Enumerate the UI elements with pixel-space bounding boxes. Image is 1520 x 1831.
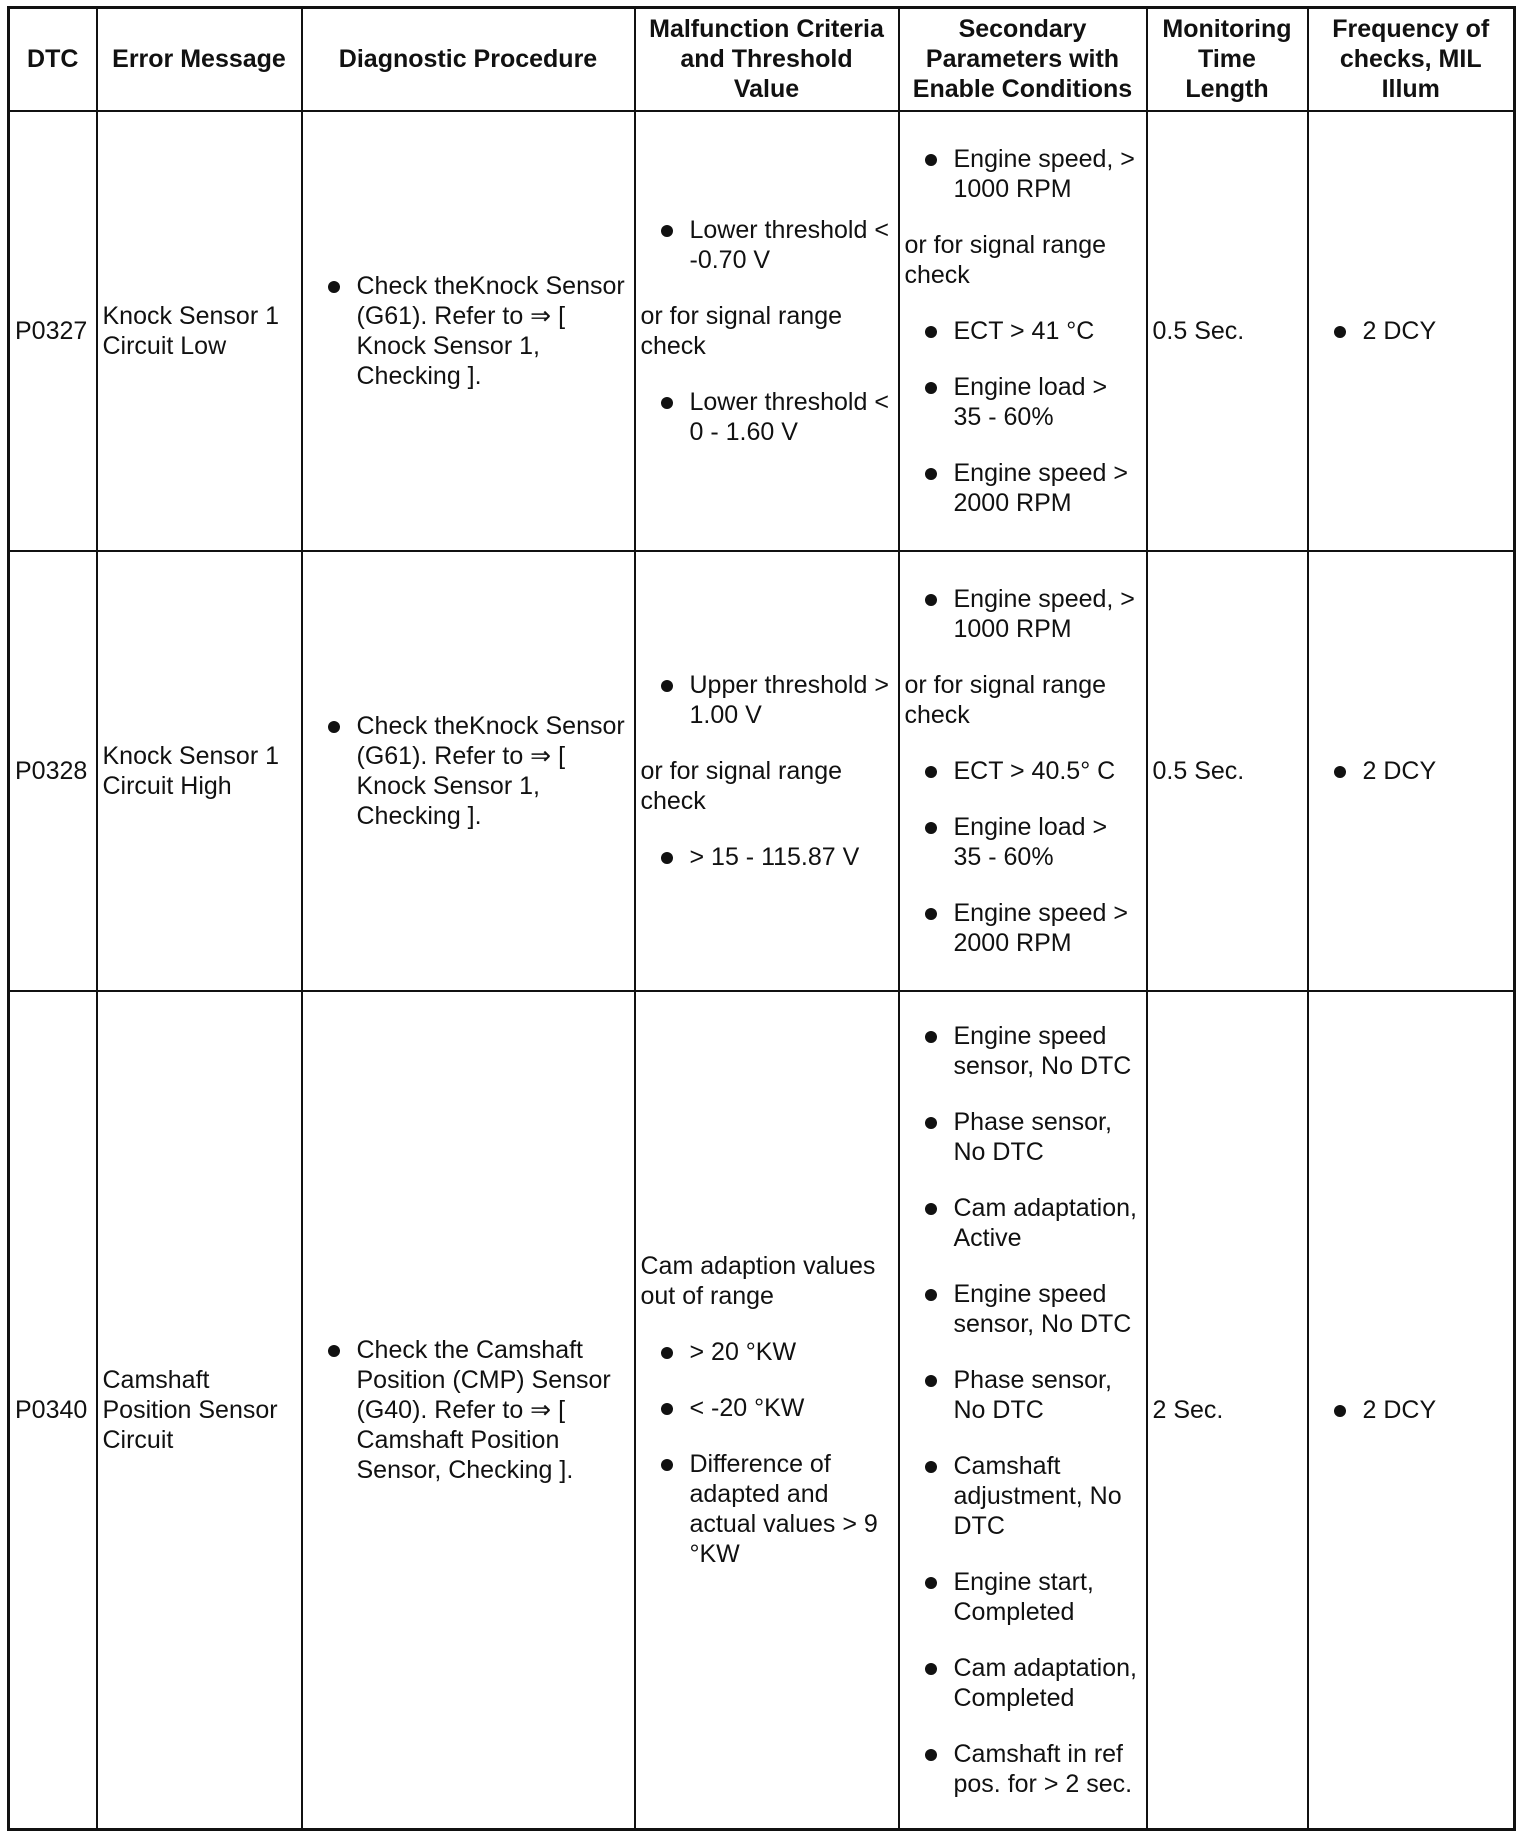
error-message: Camshaft Position Sensor Circuit: [97, 991, 302, 1830]
dtc-table: [7, 6, 1516, 1831]
monitoring-time: 2 Sec.: [1147, 991, 1308, 1830]
malfunction-criteria: [635, 551, 899, 991]
criteria-item: Difference of adapted and actual values > 9 °KW: [641, 1449, 893, 1569]
criteria-item: Upper threshold > 1.00 V: [641, 670, 893, 730]
secondary-parameters: [899, 111, 1147, 551]
parameter-item: Engine start, Completed: [905, 1567, 1141, 1627]
parameter-item: Engine speed sensor, No DTC: [905, 1279, 1141, 1339]
criteria-item: > 20 °KW: [641, 1337, 893, 1367]
criteria-note: or for signal range check: [640, 301, 843, 360]
parameter-item: Engine speed, > 1000 RPM: [905, 584, 1141, 644]
parameter-item: Engine load > 35 - 60%: [905, 372, 1141, 432]
parameter-item: Phase sensor, No DTC: [905, 1107, 1141, 1167]
frequency-of-checks: [1308, 111, 1515, 551]
criteria-note: Cam adaption values out of range: [640, 1251, 876, 1310]
header-monitoring-time: Monitoring Time Length: [1147, 8, 1308, 111]
parameter-item: Cam adaptation, Completed: [905, 1653, 1141, 1713]
diagnostic-procedure: [302, 991, 635, 1830]
header-row: [9, 8, 1515, 111]
frequency-item: 2 DCY: [1314, 756, 1509, 786]
table-row: [9, 991, 1515, 1830]
parameter-item: Engine load > 35 - 60%: [905, 812, 1141, 872]
dtc-code: P0340: [9, 991, 97, 1830]
diagnostic-procedure: [302, 551, 635, 991]
parameter-note: or for signal range check: [904, 230, 1107, 289]
header-frequency: Frequency of checks, MIL Illum: [1308, 8, 1515, 111]
parameter-note: or for signal range check: [904, 670, 1107, 729]
parameter-item: Engine speed, > 1000 RPM: [905, 144, 1141, 204]
header-malfunction-criteria: Malfunction Criteria and Threshold Value: [635, 8, 899, 111]
header-diagnostic-procedure: Diagnostic Procedure: [302, 8, 635, 111]
criteria-note: or for signal range check: [640, 756, 843, 815]
frequency-item: 2 DCY: [1314, 316, 1509, 346]
procedure-item: Check theKnock Sensor (G61). Refer to ⇒ [ Knock Sensor 1, Checking ].: [308, 711, 629, 831]
parameter-item: Cam adaptation, Active: [905, 1193, 1141, 1253]
malfunction-criteria: [635, 111, 899, 551]
criteria-item: Lower threshold < -0.70 V: [641, 215, 893, 275]
diagnostic-procedure: [302, 111, 635, 551]
criteria-item: < -20 °KW: [641, 1393, 893, 1423]
procedure-item: Check theKnock Sensor (G61). Refer to ⇒ [ Knock Sensor 1, Checking ].: [308, 271, 629, 391]
header-dtc: DTC: [9, 8, 97, 111]
secondary-parameters: [899, 991, 1147, 1830]
parameter-item: Engine speed > 2000 RPM: [905, 898, 1141, 958]
frequency-item: 2 DCY: [1314, 1395, 1509, 1425]
table-row: [9, 551, 1515, 991]
criteria-item: Lower threshold < 0 - 1.60 V: [641, 387, 893, 447]
parameter-item: Camshaft in ref pos. for > 2 sec.: [905, 1739, 1141, 1799]
monitoring-time: 0.5 Sec.: [1147, 551, 1308, 991]
error-message: Knock Sensor 1 Circuit High: [97, 551, 302, 991]
document-page: [7, 6, 1516, 1831]
parameter-item: ECT > 40.5° C: [905, 756, 1141, 786]
parameter-item: Engine speed sensor, No DTC: [905, 1021, 1141, 1081]
parameter-item: Phase sensor, No DTC: [905, 1365, 1141, 1425]
monitoring-time: 0.5 Sec.: [1147, 111, 1308, 551]
procedure-item: Check the Camshaft Position (CMP) Sensor (G40). Refer to ⇒ [ Camshaft Position Sensor, Checking ].: [308, 1335, 629, 1485]
dtc-code: P0328: [9, 551, 97, 991]
parameter-item: Engine speed > 2000 RPM: [905, 458, 1141, 518]
malfunction-criteria: [635, 991, 899, 1830]
dtc-code: P0327: [9, 111, 97, 551]
frequency-of-checks: [1308, 991, 1515, 1830]
parameter-item: Camshaft adjustment, No DTC: [905, 1451, 1141, 1541]
parameter-item: ECT > 41 °C: [905, 316, 1141, 346]
criteria-item: > 15 - 115.87 V: [641, 842, 893, 872]
secondary-parameters: [899, 551, 1147, 991]
header-error-message: Error Message: [97, 8, 302, 111]
frequency-of-checks: [1308, 551, 1515, 991]
header-secondary-parameters: Secondary Parameters with Enable Conditions: [899, 8, 1147, 111]
error-message: Knock Sensor 1 Circuit Low: [97, 111, 302, 551]
table-row: [9, 111, 1515, 551]
